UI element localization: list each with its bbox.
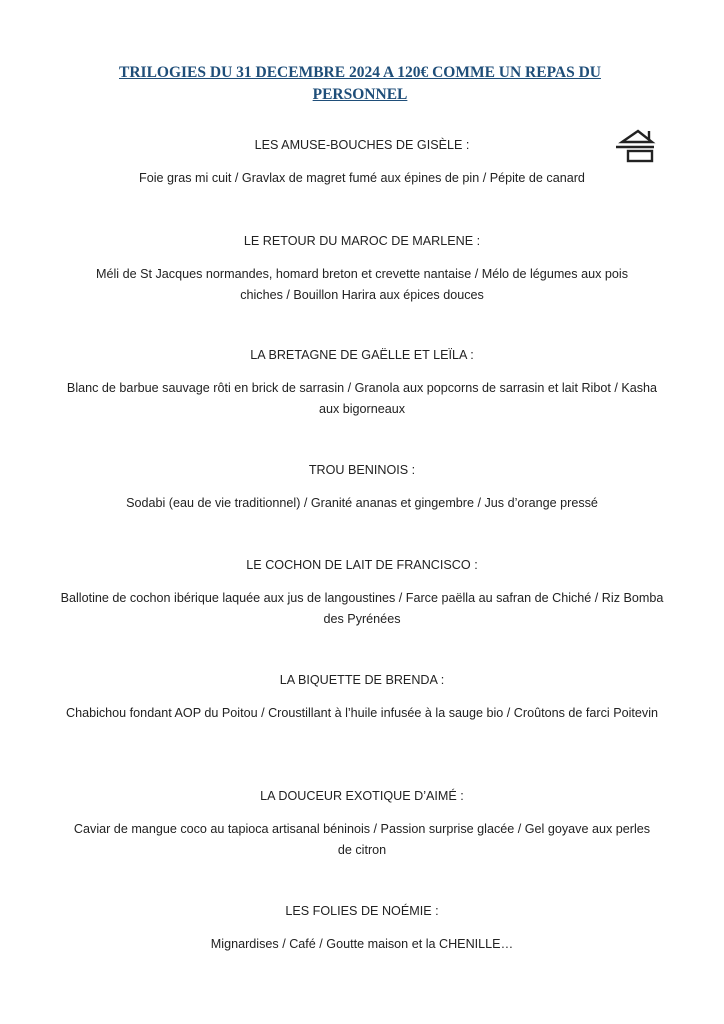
menu-title: TRILOGIES DU 31 DECEMBRE 2024 A 120€ COMME UN REPAS DU PERSONNEL [119,64,601,103]
section-heading: LES FOLIES DE NOÉMIE : [285,904,439,918]
menu-section-cochon [60,555,664,630]
menu-section-folies [60,901,664,955]
section-body: Méli de St Jacques normandes, homard breton et crevette nantaise / Mélo de légumes aux pois chiches / Bouillon Harira aux épices douces [95,267,629,302]
menu-section-douceur-exotique [60,786,664,861]
section-heading: LA BIQUETTE DE BRENDA : [279,673,445,687]
section-body: Caviar de mangue coco au tapioca artisanal béninois / Passion surprise glacée / Gel goyave aux perles de citron [73,822,651,857]
section-body: Mignardises / Café / Goutte maison et la CHENILLE… [210,937,514,951]
section-heading: LA DOUCEUR EXOTIQUE D’AIMÉ : [260,789,464,803]
menu-section-trou-beninois [60,460,664,514]
section-heading: LES AMUSE-BOUCHES DE GISÈLE : [254,138,470,152]
section-heading: LE COCHON DE LAIT DE FRANCISCO : [246,558,478,572]
section-body: Blanc de barbue sauvage rôti en brick de sarrasin / Granola aux popcorns de sarrasin et lait Ribot / Kasha aux bigorneaux [66,381,658,416]
section-body: Ballotine de cochon ibérique laquée aux jus de langoustines / Farce paëlla au safran de Chiché / Riz Bomba des Pyrénées [60,591,664,626]
menu-section-biquette [60,670,664,724]
menu-section-bretagne [60,345,664,420]
menu-section-amuse-bouches [60,135,664,189]
section-heading: TROU BENINOIS : [308,463,416,477]
section-heading: LE RETOUR DU MAROC DE MARLENE : [243,234,481,248]
section-body: Foie gras mi cuit / Gravlax de magret fumé aux épines de pin / Pépite de canard [139,171,585,185]
section-heading: LA BRETAGNE DE GAËLLE ET LEÏLA : [250,348,474,362]
menu-section-maroc [60,231,664,306]
section-body: Sodabi (eau de vie traditionnel) / Granité ananas et gingembre / Jus d’orange pressé [126,496,598,510]
section-body: Chabichou fondant AOP du Poitou / Croustillant à l’huile infusée à la sauge bio / Croûtons de farci Poitevin [65,706,659,720]
